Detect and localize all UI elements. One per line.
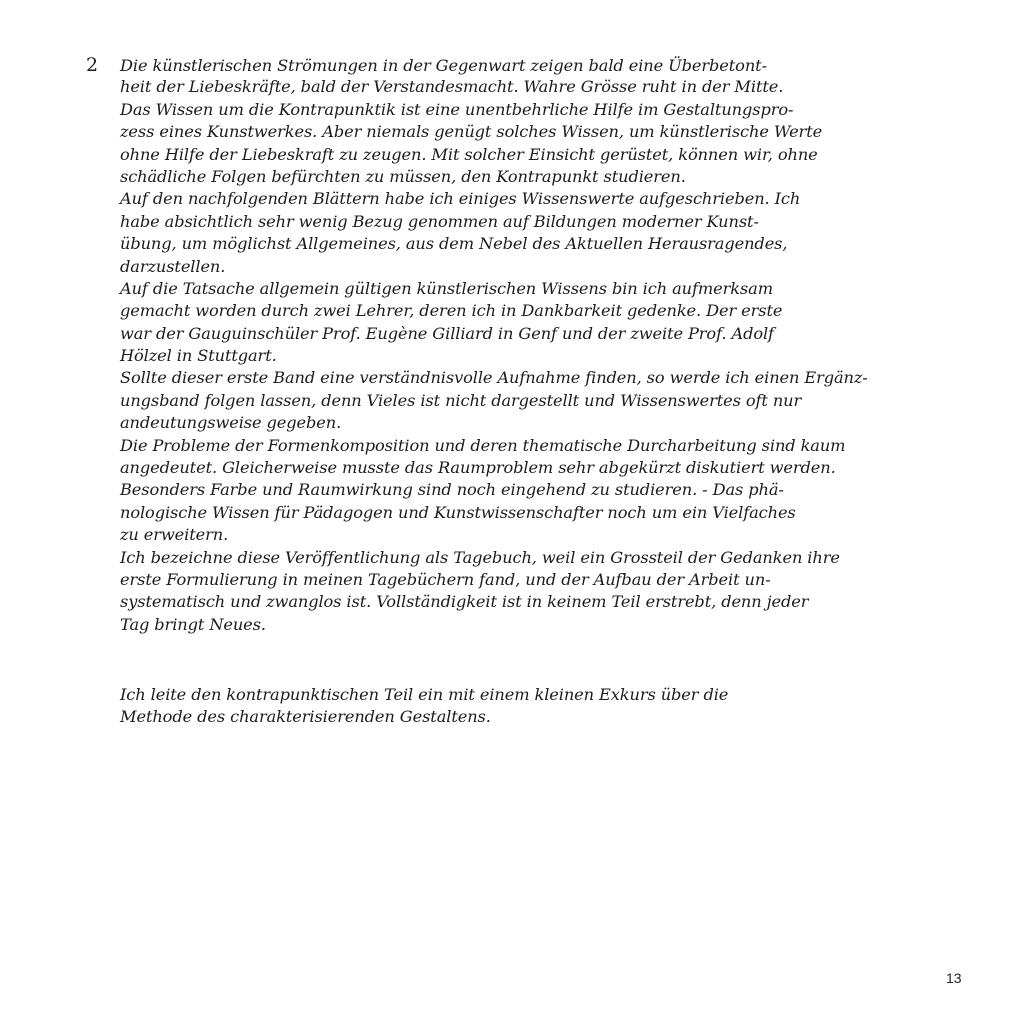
text-line: habe absichtlich sehr wenig Bezug genommen auf Bildungen moderner Kunst- (120, 211, 759, 231)
text-line: heit der Liebeskräfte, bald der Verstandesmacht. Wahre Grösse ruht in der Mitte. (120, 77, 784, 97)
text-line: Ich leite den kontrapunktischen Teil ein mit einem kleinen Exkurs über die (120, 685, 729, 704)
text-line: Ich bezeichne diese Veröffentlichung als Tagebuch, weil ein Grossteil der Gedanken ihre (120, 547, 840, 567)
text-line: Besonders Farbe und Raumwirkung sind noch eingehend zu studieren. - Das phä- (120, 480, 784, 500)
text-line: andeutungsweise gegeben. (120, 413, 342, 433)
text-line: ungsband folgen lassen, denn Vieles ist nicht dargestellt und Wissenswertes oft nur (120, 390, 802, 410)
text-line: nologische Wissen für Pädagogen und Kunstwissenschafter noch um ein Vielfaches (120, 502, 796, 522)
handwritten-paragraph-2 (86, 684, 971, 729)
text-line: systematisch und zwanglos ist. Vollständigkeit ist in keinem Teil erstrebt, denn jeder (120, 592, 809, 612)
text-line: darzustellen. (120, 256, 226, 276)
text-line: Die Probleme der Formenkomposition und deren thematische Durcharbeitung sind kaum (120, 435, 846, 455)
section-marker: 2 (86, 54, 98, 76)
text-line: schädliche Folgen befürchten zu müssen, den Kontrapunkt studieren. (120, 166, 686, 186)
text-line: Hölzel in Stuttgart. (120, 346, 277, 366)
text-line: war der Gauguinschüler Prof. Eugène Gilliard in Genf und der zweite Prof. Adolf (120, 323, 774, 343)
text-line: erste Formulierung in meinen Tagebüchern fand, und der Aufbau der Arbeit un- (120, 569, 771, 589)
text-line: Auf die Tatsache allgemein gültigen künstlerischen Wissens bin ich aufmerksam (120, 278, 773, 298)
text-line: ohne Hilfe der Liebeskraft zu zeugen. Mit solcher Einsicht gerüstet, können wir, ohne (120, 144, 818, 164)
text-line: Auf den nachfolgenden Blättern habe ich einiges Wissenswerte aufgeschrieben. Ich (120, 189, 801, 209)
text-line: Sollte dieser erste Band eine verständnisvolle Aufnahme finden, so werde ich einen Ergänz- (120, 368, 868, 388)
text-line (86, 54, 971, 76)
text-line: Methode des charakterisierenden Gestaltens. (120, 707, 491, 727)
text-line: zess eines Kunstwerkes. Aber niemals genügt solches Wissen, um künstlerische Werte (120, 122, 823, 142)
text-line: gemacht worden durch zwei Lehrer, deren ich in Dankbarkeit gedenke. Der erste (120, 301, 783, 321)
text-line: Tag bringt Neues. (120, 614, 266, 634)
handwritten-paragraph-1 (86, 54, 971, 636)
text-line: Das Wissen um die Kontrapunktik ist eine unentbehrliche Hilfe im Gestaltungspro- (120, 99, 794, 119)
text-line: übung, um möglichst Allgemeines, aus dem Nebel des Aktuellen Herausragendes, (120, 234, 788, 254)
text-line: angedeutet. Gleicherweise musste das Raumproblem sehr abgekürzt diskutiert werden. (120, 458, 836, 478)
line-text: Die künstlerischen Strömungen in der Gegenwart zeigen bald eine Überbetont- (120, 56, 767, 75)
text-line: zu erweitern. (120, 525, 229, 545)
page-number: 13 (946, 970, 962, 986)
